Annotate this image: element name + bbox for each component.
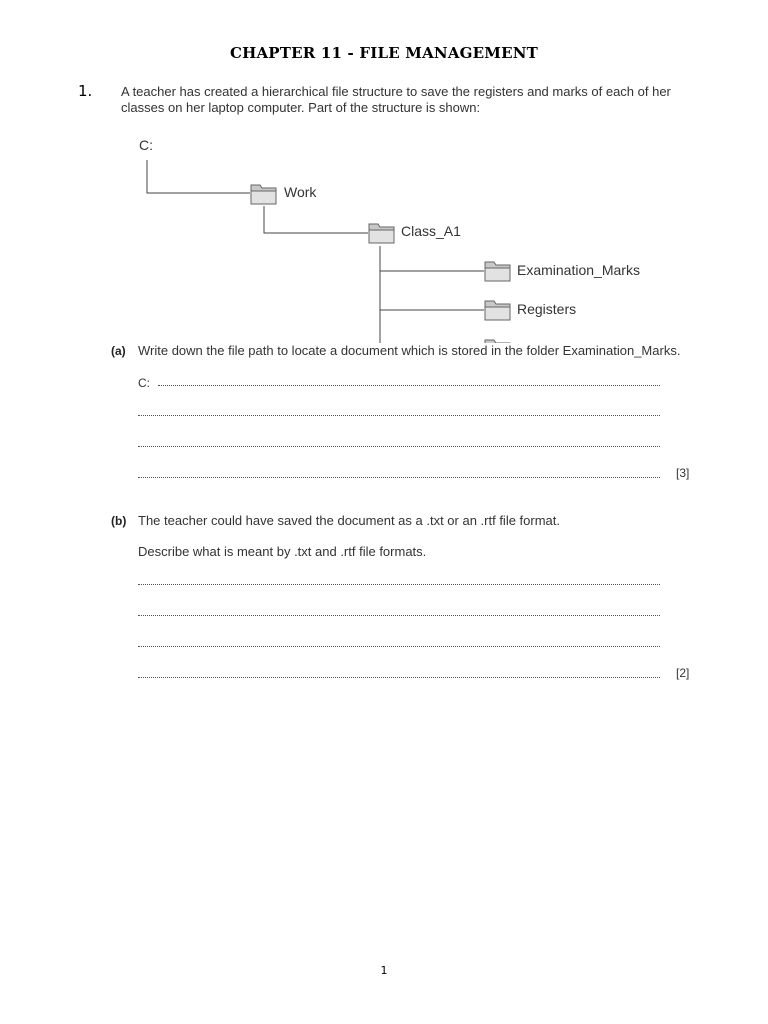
answer-line[interactable] xyxy=(138,477,660,478)
marks-label: [3] xyxy=(676,466,690,480)
answer-line[interactable] xyxy=(138,446,660,447)
folder-icon xyxy=(249,180,279,206)
answer-line[interactable] xyxy=(158,385,660,386)
folder-icon xyxy=(483,257,513,283)
part-b-label: (b) xyxy=(111,514,127,528)
part-b-question: The teacher could have saved the document as a .txt or an .rtf file format. xyxy=(138,513,560,528)
part-a-label: (a) xyxy=(111,344,126,358)
answer-line[interactable] xyxy=(138,615,660,616)
part-b-instruction: Describe what is meant by .txt and .rtf file formats. xyxy=(138,544,427,559)
tree-folder-label: Registers xyxy=(517,301,577,317)
answer-line[interactable] xyxy=(138,584,660,585)
answer-line[interactable] xyxy=(138,677,660,678)
answer-line[interactable] xyxy=(138,415,660,416)
page-title: CHAPTER 11 - FILE MANAGEMENT xyxy=(229,44,539,62)
part-a-question: Write down the file path to locate a document which is stored in the folder Examination_Marks. xyxy=(138,343,681,358)
answer-line[interactable] xyxy=(138,646,660,647)
folder-icon xyxy=(367,219,397,245)
tree-folder-label: Work xyxy=(284,184,317,200)
question-intro: A teacher has created a hierarchical file structure to save the registers and marks of each of her classes on her laptop computer. Part of the structure is shown: xyxy=(121,84,671,115)
tree-folder-label: Examination_Marks xyxy=(517,262,640,278)
marks-label: [2] xyxy=(676,666,690,680)
question-number: 1. xyxy=(78,82,93,100)
page-number: 1 xyxy=(380,964,388,977)
tree-root-label: C: xyxy=(139,137,153,153)
tree-folder-label: Class_A1 xyxy=(401,223,461,239)
answer-prefix: C: xyxy=(138,376,150,390)
folder-icon xyxy=(483,296,513,322)
